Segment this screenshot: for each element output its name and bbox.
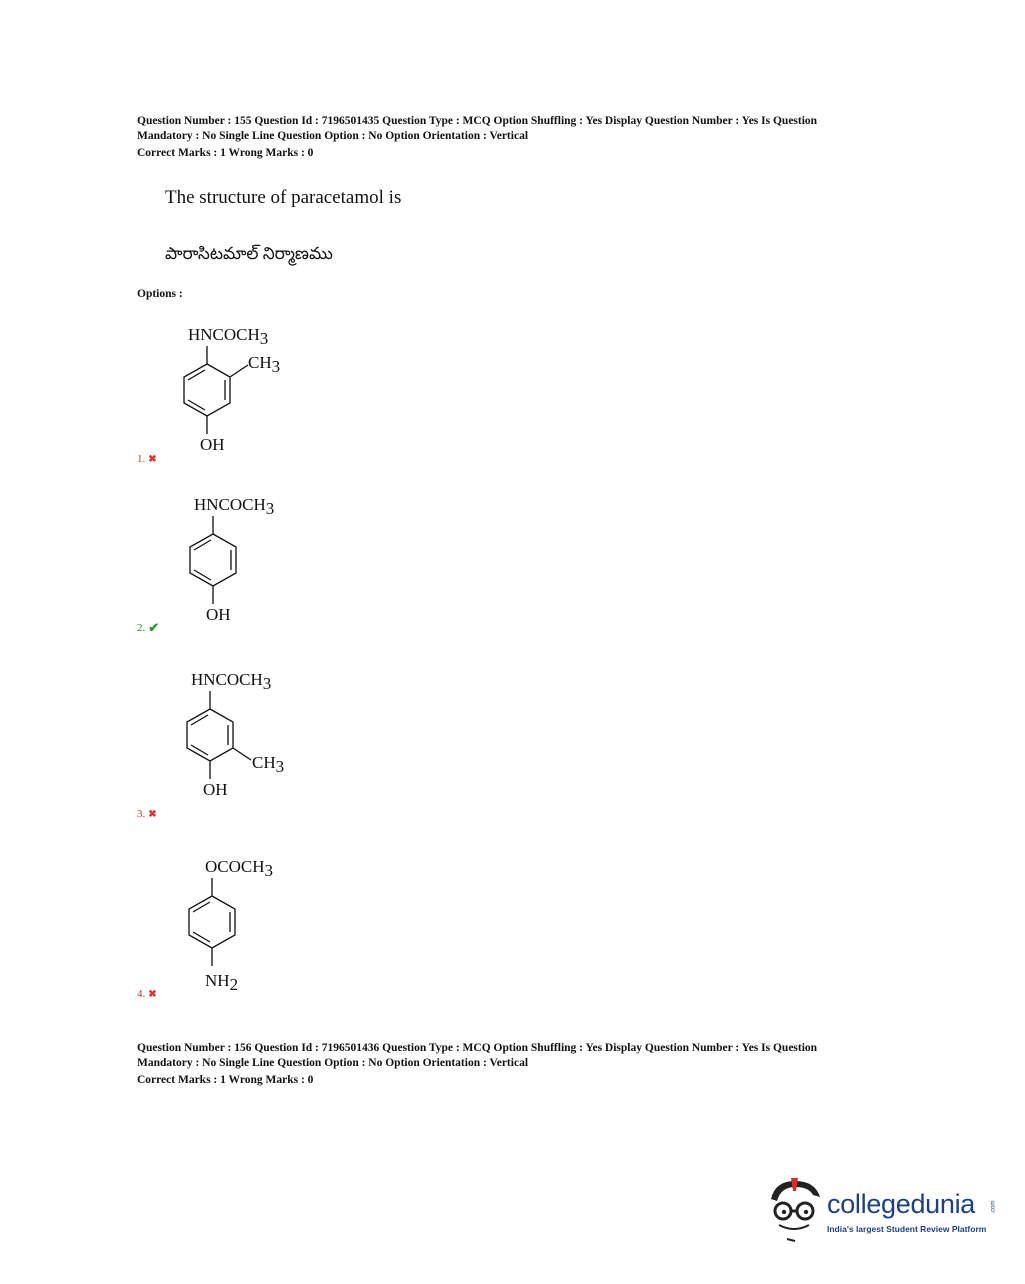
collegedunia-logo (765, 1175, 1005, 1245)
option-3-number: 3. ✖ (137, 808, 157, 820)
option-3-structure (173, 665, 303, 805)
mascot-icon (765, 1175, 825, 1243)
option-4-structure (175, 852, 305, 997)
wrong-icon: ✖ (148, 453, 157, 465)
options-label: Options : (137, 288, 183, 300)
check-icon: ✔ (148, 620, 160, 635)
question-meta-line: Mandatory : No Single Line Question Option : No Option Orientation : Vertical (137, 1057, 529, 1069)
question-text-english: The structure of paracetamol is (165, 187, 402, 208)
option-2-number: 2. ✔ (137, 620, 160, 635)
option-2-top-group: HNCOCH3 (194, 495, 275, 518)
logo-tagline: India's largest Student Review Platform (827, 1224, 987, 1234)
question-meta-line: Question Number : 155 Question Id : 7196501435 Question Type : MCQ Option Shuffling : Yes Display Question Number : Yes Is Question (137, 115, 818, 127)
question-meta-line: Mandatory : No Single Line Question Option : No Option Orientation : Vertical (137, 130, 529, 142)
option-3-top-group: HNCOCH3 (191, 670, 272, 693)
option-3-bottom-group: OH (203, 780, 228, 799)
wrong-icon: ✖ (148, 808, 157, 820)
marks-line: Correct Marks : 1 Wrong Marks : 0 (137, 147, 314, 159)
option-2-structure (176, 490, 306, 630)
question-meta (137, 114, 897, 161)
question-meta-line: Question Number : 156 Question Id : 7196501436 Question Type : MCQ Option Shuffling : Yes Display Question Number : Yes Is Question (137, 1042, 818, 1054)
option-1-number: 1. ✖ (137, 453, 157, 465)
option-1-structure (170, 320, 300, 460)
logo-name: collegedunia (827, 1189, 976, 1219)
option-2-bottom-group: OH (206, 605, 231, 624)
question-meta (137, 1041, 897, 1088)
option-4-top-group: OCOCH3 (205, 857, 274, 880)
option-3-side-group: CH3 (252, 753, 285, 776)
option-4-bottom-group: NH2 (205, 971, 239, 994)
wrong-icon: ✖ (148, 988, 157, 1000)
marks-line: Correct Marks : 1 Wrong Marks : 0 (137, 1074, 314, 1086)
question-text-telugu: పారాసిటమాల్ నిర్మాణము (165, 244, 333, 263)
option-1-top-group: HNCOCH3 (188, 325, 269, 348)
logo-suffix: .com (990, 1200, 997, 1214)
option-4-number: 4. ✖ (137, 988, 157, 1000)
option-1-side-group: CH3 (248, 353, 281, 376)
option-1-bottom-group: OH (200, 435, 225, 454)
